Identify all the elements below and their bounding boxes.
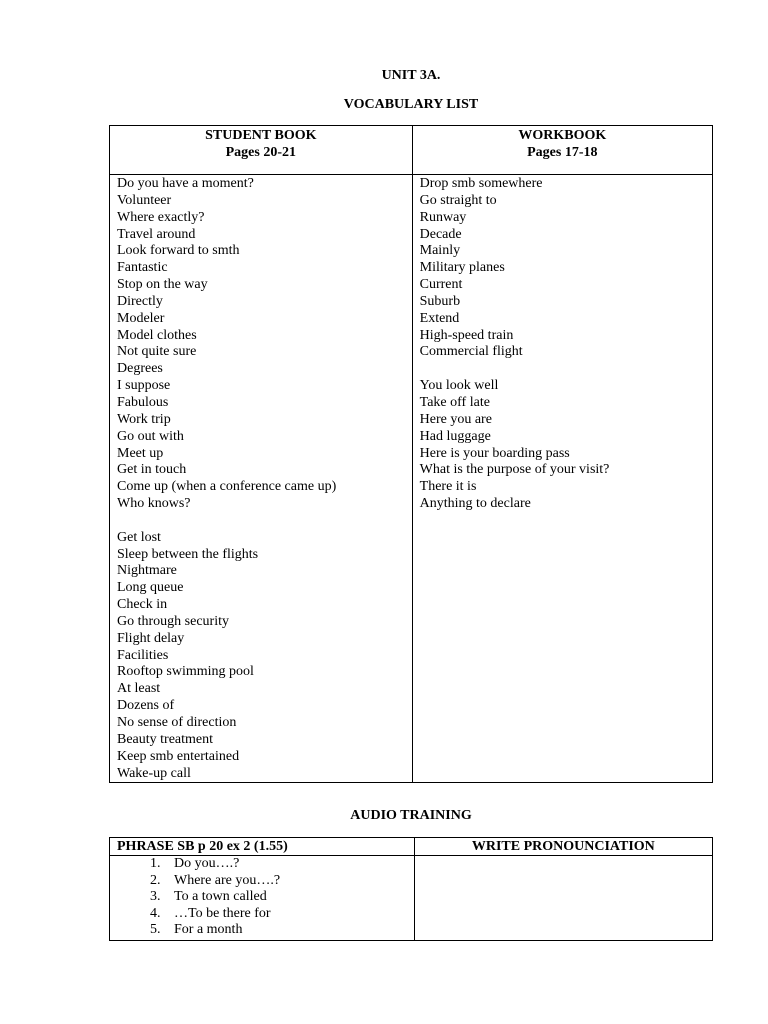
vocab-item bbox=[420, 361, 712, 378]
vocab-item: Mainly bbox=[419, 243, 461, 259]
vocab-item: Take off late bbox=[419, 394, 490, 410]
vocab-item: Volunteer bbox=[117, 192, 172, 208]
workbook-pages: Pages 17-18 bbox=[527, 145, 598, 160]
vocab-item: Facilities bbox=[117, 647, 169, 663]
vocab-item: Had luggage bbox=[419, 428, 491, 444]
vocab-item: Suburb bbox=[419, 293, 461, 309]
vocab-item: Beauty treatment bbox=[117, 731, 214, 747]
vocab-item: Degrees bbox=[117, 361, 163, 377]
vocab-item: High-speed train bbox=[419, 327, 514, 343]
vocab-item: Get lost bbox=[117, 529, 161, 545]
vocab-item: What is the purpose of your visit? bbox=[419, 462, 610, 478]
workbook-list-cell bbox=[412, 175, 712, 783]
vocab-item: Modeler bbox=[117, 310, 165, 326]
vocab-item: Model clothes bbox=[117, 327, 197, 343]
vocab-item: No sense of direction bbox=[117, 715, 237, 730]
student-book-header bbox=[110, 126, 413, 175]
vocab-item: Anything to declare bbox=[419, 496, 531, 512]
vocab-item: Get in touch bbox=[117, 462, 187, 478]
vocab-item: Here is your boarding pass bbox=[419, 445, 570, 461]
vocab-item: Go out with bbox=[117, 428, 184, 444]
pronunciation-header: WRITE PRONOUNCIATION bbox=[414, 838, 712, 856]
phrase-item: 1. Do you….? bbox=[164, 856, 414, 873]
phrase-list bbox=[110, 856, 414, 939]
phrase-item: 5. For a month bbox=[164, 922, 414, 939]
vocab-item: Stop on the way bbox=[117, 277, 208, 293]
vocab-item: Rooftop swimming pool bbox=[117, 664, 254, 680]
vocab-item: Travel around bbox=[117, 226, 196, 242]
vocab-item: At least bbox=[117, 681, 161, 697]
vocab-item: Come up (when a conference came up) bbox=[117, 479, 337, 495]
vocab-item: Fabulous bbox=[117, 394, 169, 410]
vocab-item: Extend bbox=[419, 310, 460, 326]
vocab-item: Meet up bbox=[117, 445, 164, 461]
vocab-item: Commercial flight bbox=[419, 344, 523, 360]
vocab-item: Directly bbox=[117, 293, 163, 309]
vocab-item: Runway bbox=[419, 209, 467, 225]
vocabulary-table bbox=[109, 125, 713, 783]
vocab-item: Where exactly? bbox=[117, 209, 205, 225]
audio-training-title: AUDIO TRAINING bbox=[350, 808, 472, 823]
vocab-item bbox=[117, 513, 412, 530]
vocab-item: Long queue bbox=[117, 580, 184, 596]
phrase-item: 4. …To be there for bbox=[164, 906, 414, 923]
phrase-header: PHRASE SB p 20 ex 2 (1.55) bbox=[110, 838, 415, 856]
audio-training-table bbox=[109, 837, 713, 941]
vocab-item: Not quite sure bbox=[117, 344, 197, 360]
phrase-item: 2. Where are you….? bbox=[164, 873, 414, 890]
vocab-item: Do you have a moment? bbox=[117, 176, 254, 191]
vocab-item: Check in bbox=[117, 597, 168, 613]
student-book-list-cell bbox=[110, 175, 413, 783]
workbook-vocab-list bbox=[420, 176, 712, 513]
vocabulary-list-title: VOCABULARY LIST bbox=[343, 97, 479, 112]
vocab-item: I suppose bbox=[117, 378, 171, 394]
student-book-vocab-list bbox=[117, 176, 412, 782]
vocab-item: Current bbox=[419, 277, 463, 293]
phrase-list-cell bbox=[110, 856, 415, 941]
vocab-item: Work trip bbox=[117, 411, 171, 427]
vocab-item: Wake-up call bbox=[117, 765, 191, 781]
student-book-pages: Pages 20-21 bbox=[225, 145, 297, 160]
pronunciation-answer-cell[interactable] bbox=[414, 856, 712, 941]
vocab-item: Keep smb entertained bbox=[117, 748, 240, 764]
vocab-item: Fantastic bbox=[117, 260, 168, 276]
vocab-item: Sleep between the flights bbox=[117, 546, 259, 562]
vocab-item: Who knows? bbox=[117, 496, 191, 512]
vocab-item: Decade bbox=[419, 226, 462, 242]
vocab-item: You look well bbox=[419, 378, 499, 394]
phrase-item: 3. To a town called bbox=[164, 889, 414, 906]
workbook-header bbox=[412, 126, 712, 175]
vocab-item: Go straight to bbox=[419, 192, 497, 208]
vocab-item: There it is bbox=[419, 479, 477, 495]
vocab-item: Here you are bbox=[419, 411, 492, 427]
vocab-item: Look forward to smth bbox=[117, 243, 240, 259]
vocab-item: Drop smb somewhere bbox=[419, 176, 543, 191]
workbook-title: WORKBOOK bbox=[518, 128, 607, 143]
vocab-item: Dozens of bbox=[117, 698, 175, 714]
vocab-item: Nightmare bbox=[117, 563, 177, 579]
vocab-item: Military planes bbox=[419, 260, 505, 276]
unit-title: UNIT 3A. bbox=[381, 68, 441, 83]
vocab-item: Go through security bbox=[117, 613, 229, 629]
student-book-title: STUDENT BOOK bbox=[205, 128, 317, 143]
vocab-item: Flight delay bbox=[117, 630, 185, 646]
